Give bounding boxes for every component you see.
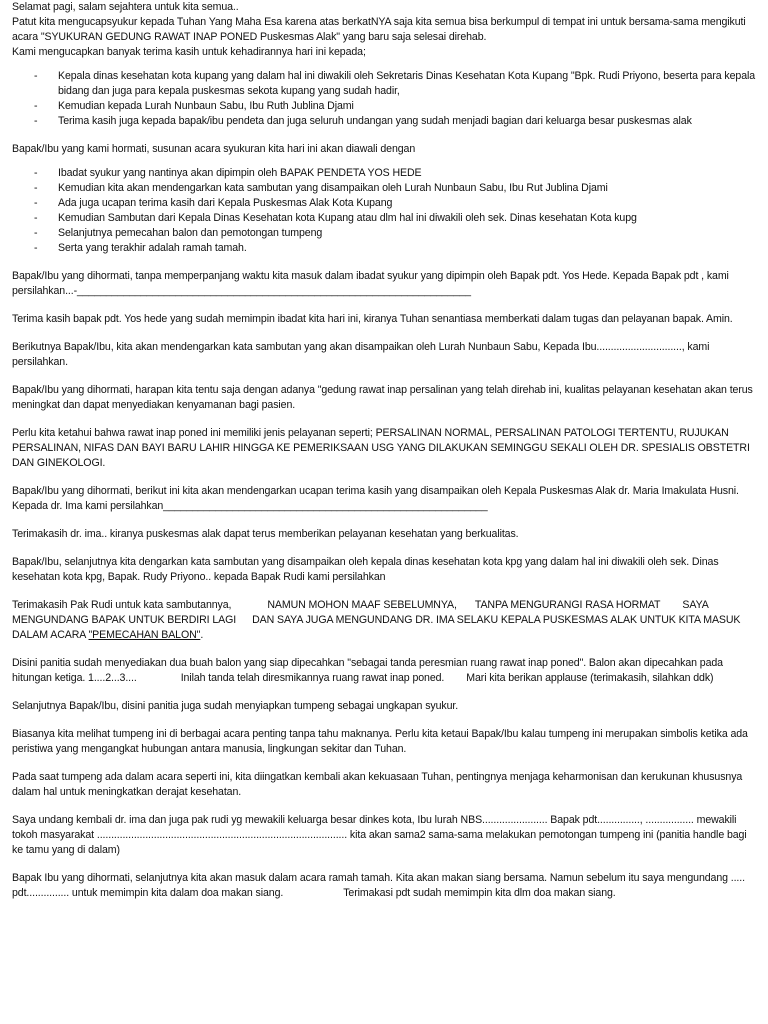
tumpeng-simbol-paragraph: Biasanya kita melihat tumpeng ini di berbagai acara penting tanpa tahu maknanya. Perlu kita ketaui Bapak/Ibu kalau tumpeng ini merupakan simbolis ketika ada peristiwa yang mengangkat hubungan antara manusia, lingkungan sekitar dan Tuhan. [12, 728, 748, 755]
ibadat-paragraph: Bapak/Ibu yang dihormati, tanpa memperpanjang waktu kita masuk dalam ibadat syukur yang dipimpin oleh Bapak pdt. Yos Hede. Kepada Bapak pdt , kami persilahkan...-____________________________________________________________________ [12, 270, 729, 297]
balon-paragraph [12, 598, 760, 643]
list-item: - Terima kasih juga kepada bapak/ibu pendeta dan juga seluruh undangan yang sudah menjadi bagian dari keluarga besar puskesmas alak [34, 114, 760, 129]
balon-text-c: TANPA MENGURANGI RASA HORMAT [474, 599, 661, 611]
list-item: - Serta yang terakhir adalah ramah tamah. [34, 241, 760, 256]
list-item: - Kemudian kepada Lurah Nunbaun Sabu, Ibu Ruth Jublina Djami [34, 99, 760, 114]
tumpeng-acara-paragraph: Pada saat tumpeng ada dalam acara seperti ini, kita diingatkan kembali akan kekuasaan Tuhan, pentingnya menjaga keharmonisan dan kerukunan khususnya dalam hal untuk meningkatkan derajat kesehatan. [12, 771, 743, 798]
gedung-paragraph: Bapak/Ibu yang dihormati, harapan kita tentu saja dengan adanya "gedung rawat inap persalinan yang telah direhab ini, kualitas pelayanan kesehatan akan terus meningkat dan dapat menyediakan kenyamanan bagi pasien. [12, 384, 753, 411]
list-item: - Selanjutnya pemecahan balon dan pemotongan tumpeng [34, 226, 760, 241]
balon-text-e: DAN SAYA JUGA MENGUNDANG DR. IMA SELAKU KEPALA PUSKESMAS ALAK UNTUK KITA MASUK DALAM ACARA [12, 614, 741, 641]
kapus-paragraph: Bapak/Ibu yang dihormati, berikut ini kita akan mendengarkan ucapan terima kasih yang disampaikan oleh Kepala Puskesmas Alak dr. Maria Imakulata Husni. Kepada dr. Ima kami persilahkan________________________________________________________ [12, 485, 739, 512]
disini-paragraph [12, 656, 760, 686]
balon-text-b: NAMUN MOHON MAAF SEBELUMNYA, [267, 599, 457, 611]
disini-text-c: Mari kita berikan applause (terimakasih, silahkan ddk) [466, 672, 714, 684]
list-item: - Kemudian Sambutan dari Kepala Dinas Kesehatan kota Kupang atau dlm hal ini diwakili oleh sek. Dinas kesehatan Kota kupg [34, 211, 760, 226]
undang-paragraph: Saya undang kembali dr. ima dan juga pak rudi yg mewakili keluarga besar dinkes kota, Ibu lurah NBS....................... Bapak pdt..............., ................. mewakili tokoh masyarakat ........................................................................................ kita akan sama2 sama-sama melakukan pemotongan tumpeng ini (panitia handle bagi ke tamu yang di dalam) [12, 814, 747, 856]
list-item: - Ada juga ucapan terima kasih dari Kepala Puskesmas Alak Kota Kupang [34, 196, 760, 211]
balon-text-a: Terimakasih Pak Rudi untuk kata sambutannya, [12, 599, 232, 611]
pemecahan-balon-label: "PEMECAHAN BALON" [88, 629, 201, 641]
ramah-text-b: Terimakasi pdt sudah memimpin kita dlm doa makan siang. [343, 887, 616, 899]
susunan-paragraph: Bapak/Ibu yang kami hormati, susunan acara syukuran kita hari ini akan diawali dengan [12, 143, 416, 155]
disini-text-a: Disini panitia sudah menyediakan dua buah balon yang siap dipecahkan "sebagai tanda peresmian ruang rawat inap poned". Balon akan dipecahkan pada hitungan ketiga. 1....2...3.... [12, 657, 723, 684]
greeting-line: Selamat pagi, salam sejahtera untuk kita semua.. [12, 1, 239, 13]
terima-ima-paragraph: Terimakasih dr. ima.. kiranya puskesmas alak dapat terus memberikan pelayanan kesehatan yang berkualitas. [12, 528, 519, 540]
thanks-list [12, 69, 760, 129]
balon-text-d: SAYA MENGUNDANG BAPAK UNTUK BERDIRI LAGI [12, 599, 709, 626]
list-item: - Ibadat syukur yang nantinya akan dipimpin oleh BAPAK PENDETA YOS HEDE [34, 166, 760, 181]
list-item: - Kemudian kita akan mendengarkan kata sambutan yang disampaikan oleh Lurah Nunbaun Sabu, Ibu Rut Jublina Djami [34, 181, 760, 196]
acara-list [12, 166, 760, 256]
dinkes-paragraph: Bapak/Ibu, selanjutnya kita dengarkan kata sambutan yang disampaikan oleh kepala dinas kesehatan kota kpg yang dalam hal ini diwakili oleh sek. Dinas kesehatan kota kpg, Bapak. Rudy Priyono.. kepada Bapak Rudi kami persilahkan [12, 556, 719, 583]
balon-text-end: . [200, 629, 204, 641]
tumpeng-intro-paragraph: Selanjutnya Bapak/Ibu, disini panitia juga sudah menyiapkan tumpeng sebagai ungkapan syukur. [12, 700, 459, 712]
lurah-paragraph: Berikutnya Bapak/Ibu, kita akan mendengarkan kata sambutan yang akan disampaikan oleh Lurah Nunbaun Sabu, Kepada Ibu.............................., kami persilahkan. [12, 341, 710, 368]
ramah-tamah-paragraph [12, 871, 760, 901]
ramah-text-a: Bapak Ibu yang dihormati, selanjutnya kita akan masuk dalam acara ramah tamah. Kita akan makan siang bersama. Namun sebelum itu saya mengundang ..... pdt............... untuk memimpin kita dalam doa makan siang. [12, 872, 745, 899]
terima-pdt-paragraph: Terima kasih bapak pdt. Yos hede yang sudah memimpin ibadat kita hari ini, kiranya Tuhan senantiasa memberkati dalam tugas dan pelayanan bapak. Amin. [12, 313, 733, 325]
syukur-paragraph: Patut kita mengucapsyukur kepada Tuhan Yang Maha Esa karena atas berkatNYA saja kita semua bisa berkumpul di tempat ini untuk bersama-sama mengikuti acara "SYUKURAN GEDUNG RAWAT INAP PONED Puskesmas Alak" yang baru saja selesai direhab. [12, 16, 746, 43]
list-item: - Kepala dinas kesehatan kota kupang yang dalam hal ini diwakili oleh Sekretaris Dinas Kesehatan Kota Kupang "Bpk. Rudi Priyono, beserta para kepala bidang dan juga para kepala puskesmas sekota kupang yang sudah hadir, [34, 69, 760, 99]
disini-text-b: Inilah tanda telah diresmikannya ruang rawat inap poned. [180, 672, 445, 684]
thanks-intro: Kami mengucapkan banyak terima kasih untuk kehadirannya hari ini kepada; [12, 46, 366, 58]
poned-paragraph: Perlu kita ketahui bahwa rawat inap poned ini memiliki jenis pelayanan seperti; PERSALINAN NORMAL, PERSALINAN PATOLOGI TERTENTU, RUJUKAN PERSALINAN, NIFAS DAN BAYI BARU LAHIR HINGGA KE PEMERIKSAAN USG YANG DILAKUKAN SEMINGGU SEKALI OLEH DR. SPESIALIS OBSTETRI DAN GINEKOLOGI. [12, 427, 750, 469]
